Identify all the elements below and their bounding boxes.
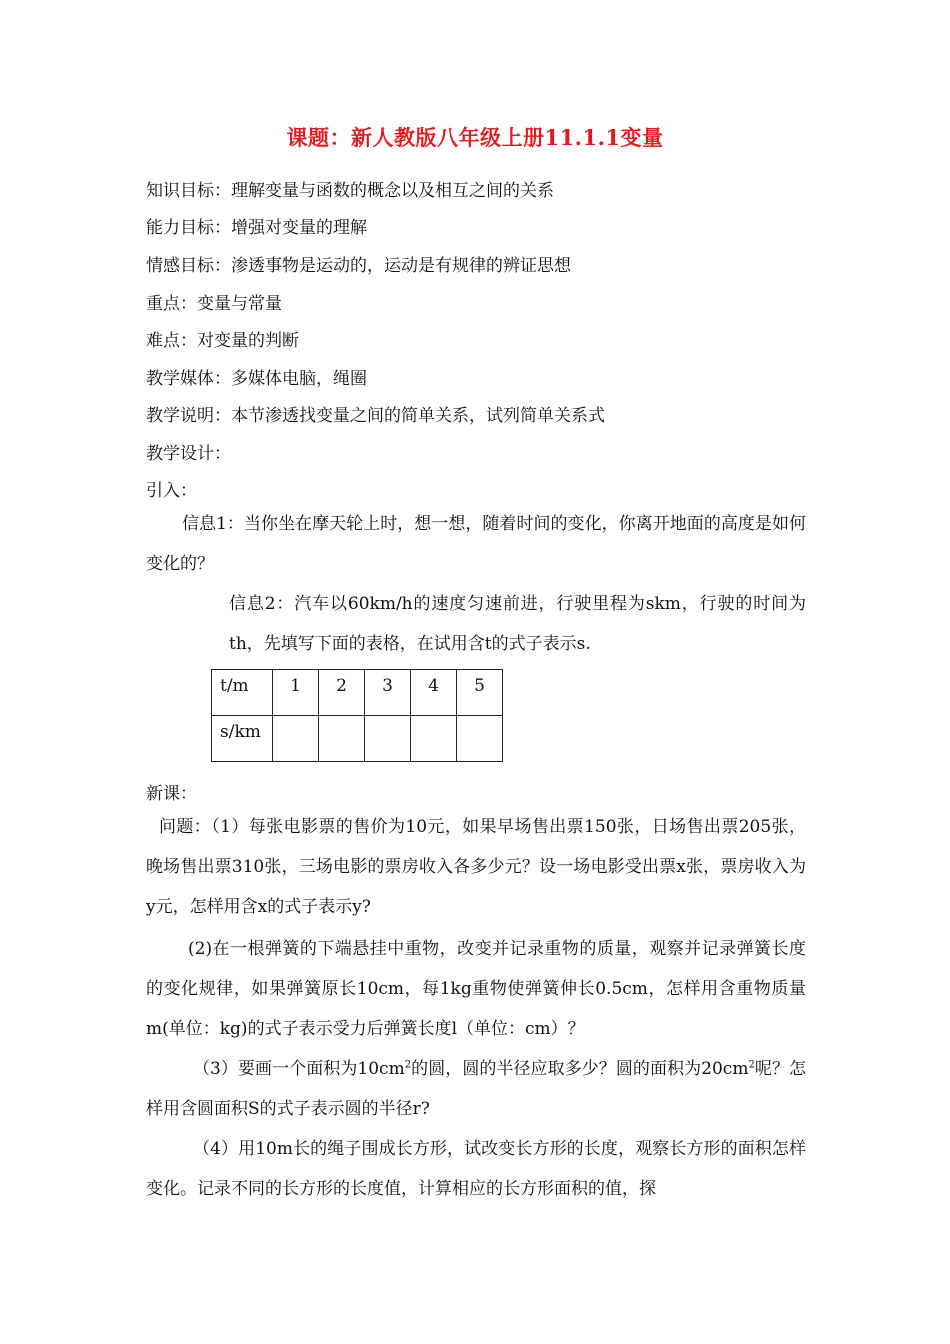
table-cell	[457, 716, 503, 762]
question4-paragraph: （4）用10m长的绳子围成长方形，试改变长方形的长度，观察长方形的面积怎样变化。记录不同的长方形的长度值，计算相应的长方形面积的值，探	[146, 1139, 806, 1199]
teaching-design-line: 教学设计：	[146, 444, 231, 464]
key-point-line: 重点：变量与常量	[146, 294, 282, 314]
table-header-cell: s/km	[212, 716, 273, 762]
table-cell	[273, 716, 319, 762]
superscript: 2	[404, 1059, 412, 1071]
table-cell	[365, 716, 411, 762]
table-row	[212, 716, 503, 762]
table-cell: 1	[273, 670, 319, 716]
ability-goal-line: 能力目标：增强对变量的理解	[146, 218, 367, 238]
superscript: 2	[748, 1059, 755, 1071]
question3-text: 呢？怎样用含圆面积S的式子表示圆的半径r?	[146, 1059, 807, 1119]
new-lesson-heading: 新课：	[146, 784, 197, 804]
table-cell	[411, 716, 457, 762]
table-row	[212, 670, 503, 716]
knowledge-goal-line: 知识目标：理解变量与函数的概念以及相互之间的关系	[146, 181, 554, 201]
table-cell: 5	[457, 670, 503, 716]
media-line: 教学媒体：多媒体电脑，绳圈	[146, 369, 367, 389]
table-cell: 3	[365, 670, 411, 716]
question1-paragraph: 问题：（1）每张电影票的售价为10元，如果早场售出票150张，日场售出票205张，晚场售出票310张，三场电影的票房收入各多少元？设一场电影受出票x张，票房收入为y元，怎样用含x的式子表示y?	[146, 817, 806, 917]
table-cell: 4	[411, 670, 457, 716]
document-title: 课题：新人教版八年级上册11.1.1变量	[286, 125, 664, 150]
info1-paragraph: 信息1：当你坐在摩天轮上时，想一想，随着时间的变化，你离开地面的高度是如何变化的？	[146, 514, 806, 574]
emotion-goal-line: 情感目标：渗透事物是运动的，运动是有规律的辨证思想	[146, 256, 571, 276]
question3-text: 的圆，圆的半径应取多少？圆的面积为20cm	[411, 1059, 749, 1079]
teaching-notes-line: 教学说明：本节渗透找变量之间的简单关系，试列简单关系式	[146, 406, 605, 426]
table-header-cell: t/m	[212, 670, 273, 716]
question2-paragraph: (2)在一根弹簧的下端悬挂中重物，改变并记录重物的质量，观察并记录弹簧长度的变化规律，如果弹簧原长10cm，每1kg重物使弹簧伸长0.5cm，怎样用含重物质量m(单位：kg)的式子表示受力后弹簧长度l（单位：cm）？	[146, 939, 806, 1039]
info2-paragraph: 信息2：汽车以60km/h的速度匀速前进，行驶里程为skm，行驶的时间为th，先填写下面的表格，在试用含t的式子表示s.	[229, 594, 806, 654]
question3-text: （3）要画一个面积为10cm	[193, 1059, 405, 1079]
question3-paragraph	[146, 1049, 806, 1129]
table-cell: 2	[319, 670, 365, 716]
difficulty-line: 难点：对变量的判断	[146, 331, 299, 351]
table-cell	[319, 716, 365, 762]
introduction-line: 引入：	[146, 481, 197, 501]
time-distance-table	[211, 669, 503, 762]
